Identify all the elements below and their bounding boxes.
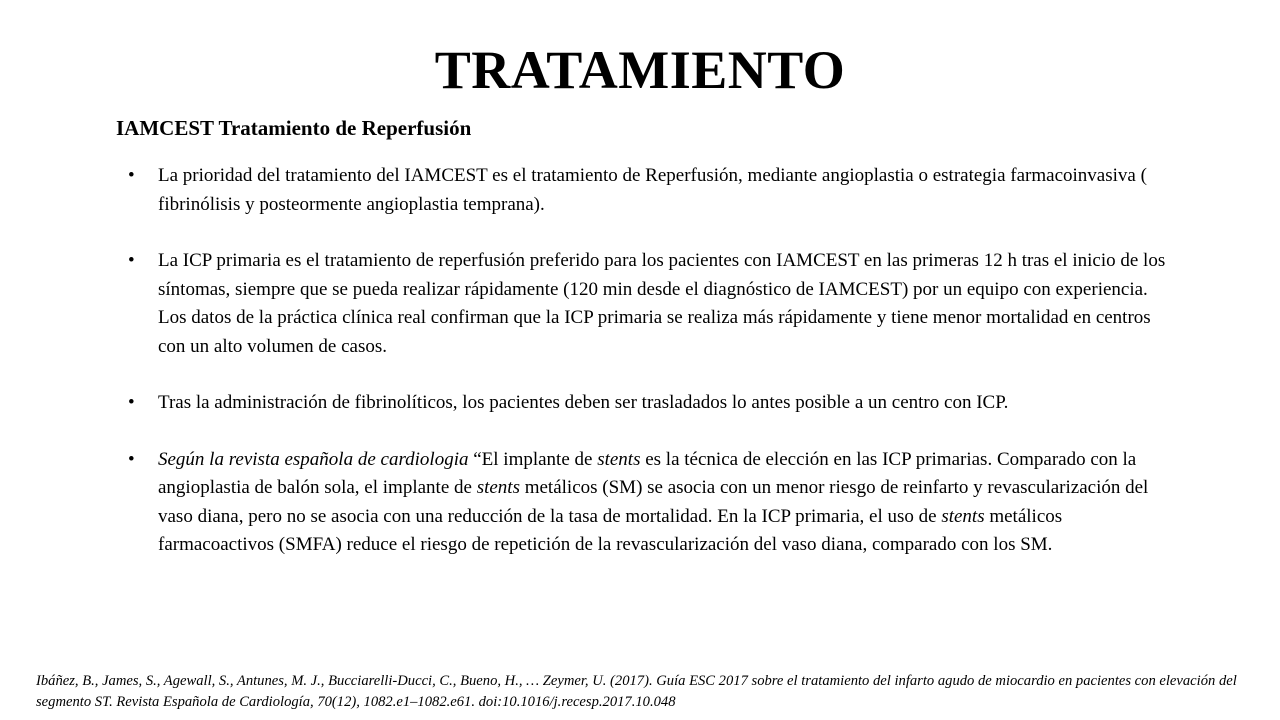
bullet-item: [128, 162, 1180, 219]
bullet-marker: •: [128, 448, 135, 470]
bullet-text-quote: [158, 449, 1148, 556]
slide-subtitle: IAMCEST Tratamiento de Reperfusión: [116, 116, 472, 140]
bullet-list: [128, 162, 1180, 588]
bullet-marker: •: [128, 392, 135, 413]
term-stents: stents: [597, 448, 641, 470]
quote-part: metálicos (SM) se asocia con un menor riesgo de reinfarto y revascularización del vaso diana, pero no se asocia con una reducción de la tasa de mortalidad. En la ICP primaria, el uso de: [158, 477, 1149, 527]
bullet-text: Tras la administración de fibrinolíticos, los pacientes deben ser trasladados lo antes posible a un centro con ICP.: [158, 392, 1009, 413]
bullet-marker: •: [128, 165, 135, 186]
bullet-item: [128, 446, 1180, 560]
term-stents: stents: [476, 477, 520, 498]
source-intro: Según la revista española de cardiologia: [158, 448, 469, 470]
reference-citation: Ibáñez, B., James, S., Agewall, S., Antunes, M. J., Bucciarelli-Ducci, C., Bueno, H., … Zeymer, U. (2017). Guía ESC 2017 sobre el tratamiento del infarto agudo de miocardio en pacientes con elevación del segmento ST. Revista Española de Cardiología, 70(12), 1082.e1–1082.e61. doi:10.1016/j.recesp.2017.10.048: [36, 673, 1237, 710]
slide-title: TRATAMIENTO: [434, 40, 846, 100]
quote-part: “El implante de: [468, 448, 598, 470]
quote-part: metálicos farmacoactivos (SMFA) reduce el riesgo de repetición de la revascularización del vaso diana, comparado con los SM.: [158, 505, 1063, 555]
bullet-item: [128, 389, 1180, 418]
bullet-item: [128, 247, 1180, 361]
term-stents: stents: [941, 505, 985, 527]
quote-part: es la técnica de elección en las ICP primarias. Comparado con la angioplastia de balón sola, el implante de: [158, 448, 1137, 498]
bullet-text: La ICP primaria es el tratamiento de reperfusión preferido para los pacientes con IAMCEST en las primeras 12 h tras el inicio de los síntomas, siempre que se pueda realizar rápidamente (120 min desde el diagnóstico de IAMCEST) por un equipo con experiencia. Los datos de la práctica clínica real confirman que la ICP primaria se realiza más rápidamente y tiene menor mortalidad en centros con un alto volumen de casos.: [158, 250, 1166, 357]
bullet-marker: •: [128, 250, 135, 271]
bullet-text: La prioridad del tratamiento del IAMCEST es el tratamiento de Reperfusión, mediante angioplastia o estrategia farmacoinvasiva ( fibrinólisis y posteormente angioplastia temprana).: [158, 165, 1147, 215]
